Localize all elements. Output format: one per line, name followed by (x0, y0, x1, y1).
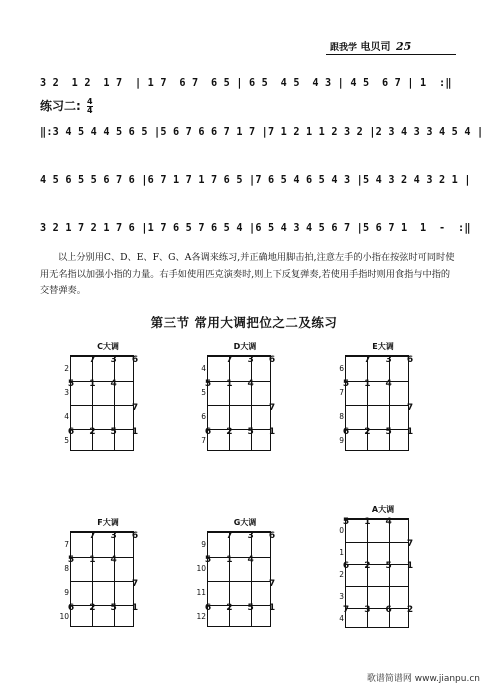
scale-note: 3 (385, 355, 392, 365)
scale-note: 5 (385, 427, 392, 437)
scale-note: 5 (247, 427, 254, 437)
fretboard-grid (196, 531, 276, 627)
fret-number: 4 (201, 364, 206, 373)
scale-note: 5 (385, 561, 392, 571)
fret-number: 5 (64, 436, 69, 445)
scale-note: 6 (131, 531, 139, 541)
scale-note: 7 (364, 355, 371, 365)
scale-note: 4 (385, 517, 392, 527)
fret-number: 9 (339, 436, 344, 445)
scale-note: 1 (89, 555, 96, 565)
scale-note: 3 (247, 531, 254, 541)
time-sig-numerator: 4 (87, 97, 93, 106)
notation-line-4: 3 2 1 7 2 1 7 6 |1 7 6 5 7 6 5 4 |6 5 4 3 4 5 6 7 |5 6 7 1 1 - :‖ (40, 223, 471, 234)
fret-line (346, 564, 408, 565)
fretboard-0 (58, 341, 158, 466)
fretboard-key-label: E大调 (372, 342, 394, 351)
scale-note: 1 (268, 427, 276, 437)
scale-note: 2 (364, 561, 371, 571)
exercise-title (40, 97, 93, 115)
scale-note: 6 (406, 355, 414, 365)
book-title: 电贝司 (360, 42, 391, 53)
exercise-title-text: 练习二: (40, 99, 81, 113)
scale-note: 6 (204, 603, 212, 613)
fret-number: 10 (196, 564, 206, 573)
scale-note: 5 (67, 555, 75, 565)
scale-note: 5 (110, 427, 117, 437)
fret-number: 6 (201, 412, 206, 421)
scale-note: 4 (385, 379, 392, 389)
scale-note: 5 (204, 555, 212, 565)
scale-note: 5 (342, 517, 350, 527)
fretboard-grid (339, 355, 414, 451)
fret-line (208, 581, 270, 582)
scale-note: 7 (89, 531, 96, 541)
scale-note: 6 (204, 427, 212, 437)
fret-line (346, 586, 408, 587)
scale-note: 1 (364, 379, 371, 389)
fret-number: 7 (64, 540, 69, 549)
fret-number: 4 (339, 614, 344, 623)
scale-note: 2 (89, 427, 96, 437)
fretboard-grid (64, 355, 139, 451)
scale-note: 7 (89, 355, 96, 365)
fret-number: 1 (339, 548, 344, 557)
scale-note: 1 (364, 517, 371, 527)
scale-note: 3 (364, 605, 371, 615)
fretboard-2 (333, 341, 433, 466)
notation-line-2: ‖:3 4 5 4 4 5 6 5 |5 6 7 6 6 7 1 7 |7 1 2 1 1 2 3 2 |2 3 4 3 3 4 5 4 | (40, 127, 484, 138)
scale-note: 6 (268, 355, 276, 365)
notation-line-3: 4 5 6 5 5 6 7 6 |6 7 1 7 1 7 6 5 |7 6 5 4 6 5 4 3 |5 4 3 2 4 3 2 1 | (40, 175, 471, 186)
scale-note: 5 (67, 379, 75, 389)
scale-note: 1 (226, 379, 233, 389)
fret-number: 9 (201, 540, 206, 549)
scale-note: 7 (226, 355, 233, 365)
fret-line (208, 429, 270, 430)
scale-note: 3 (247, 355, 254, 365)
fretboard-key-label: G大调 (233, 518, 257, 527)
scale-note: 7 (406, 539, 414, 549)
fret-number: 8 (64, 564, 69, 573)
scale-note: 7 (131, 579, 139, 589)
scale-note: 6 (268, 531, 276, 541)
scale-note: 3 (110, 531, 117, 541)
fret-line (71, 405, 133, 406)
fret-line (71, 381, 133, 382)
fret-line (346, 608, 408, 609)
fret-number: 2 (64, 364, 69, 373)
fret-line (346, 429, 408, 430)
scale-note: 2 (226, 427, 233, 437)
scale-note: 1 (131, 603, 139, 613)
scale-note: 2 (364, 427, 371, 437)
fretboard-grid (59, 531, 139, 627)
time-signature (87, 98, 93, 115)
scale-note: 4 (247, 379, 254, 389)
fret-number: 10 (59, 612, 69, 621)
scale-note: 5 (342, 379, 350, 389)
scale-note: 7 (131, 403, 139, 413)
scale-note: 4 (110, 379, 117, 389)
series-name: 跟我学 (330, 43, 358, 53)
fret-number: 5 (201, 388, 206, 397)
fret-line (71, 557, 133, 558)
scale-note: 4 (247, 555, 254, 565)
fret-number: 6 (339, 364, 344, 373)
time-sig-denominator: 4 (87, 106, 93, 115)
scale-note: 3 (110, 355, 117, 365)
section-title: 第三节 常用大调把位之二及练习 (150, 315, 338, 330)
scale-note: 6 (342, 427, 350, 437)
scale-note: 1 (268, 603, 276, 613)
fret-line (208, 605, 270, 606)
scale-note: 6 (67, 427, 75, 437)
fret-line (71, 429, 133, 430)
fret-line (208, 405, 270, 406)
scale-note: 7 (268, 403, 276, 413)
scale-note: 6 (131, 355, 139, 365)
scale-note: 2 (226, 603, 233, 613)
fret-line (346, 542, 408, 543)
scale-note: 6 (385, 605, 392, 615)
fretboard-3 (58, 517, 158, 642)
page-number: 25 (395, 40, 412, 53)
scale-note: 1 (226, 555, 233, 565)
fret-line (346, 405, 408, 406)
fret-number: 7 (201, 436, 206, 445)
fret-number: 8 (339, 412, 344, 421)
fret-line (71, 581, 133, 582)
fretboard-1 (195, 341, 295, 466)
fretboard-4 (195, 517, 295, 642)
instruction-paragraph: 以上分别用C、D、E、F、G、A各调来练习,并正确地用脚击拍,注意左手的小指在按弦时可同时使用无名指以加强小指的力量。右手如使用匹克演奏时,则上下反复弹奏,若使用手指时则用食指与中指的交替弹奏。 (40, 252, 455, 296)
fret-number: 3 (339, 592, 344, 601)
fretboard-grid (201, 355, 276, 451)
fret-line (346, 381, 408, 382)
header-rule (326, 54, 456, 55)
fret-number: 9 (64, 588, 69, 597)
scale-note: 7 (342, 605, 350, 615)
fret-number: 0 (339, 526, 344, 535)
fretboard-5 (333, 504, 433, 629)
fret-number: 4 (64, 412, 69, 421)
scale-note: 6 (342, 561, 350, 571)
fret-number: 12 (196, 612, 206, 621)
fretboard-grid (339, 517, 414, 628)
scale-note: 7 (226, 531, 233, 541)
fret-line (71, 605, 133, 606)
fret-line (208, 381, 270, 382)
fret-line (208, 557, 270, 558)
fret-number: 3 (64, 388, 69, 397)
fret-number: 7 (339, 388, 344, 397)
scale-note: 5 (110, 603, 117, 613)
page-header (330, 38, 455, 54)
fretboard-key-label: C大调 (97, 342, 119, 351)
scale-note: 1 (131, 427, 139, 437)
fretboard-key-label: F大调 (97, 518, 119, 527)
scale-note: 4 (110, 555, 117, 565)
scale-note: 7 (268, 579, 276, 589)
scale-note: 1 (89, 379, 96, 389)
watermark: 歌谱简谱网 www.jianpu.cn (366, 674, 480, 684)
fret-number: 11 (196, 588, 206, 597)
scale-note: 1 (406, 427, 414, 437)
scale-note: 2 (406, 605, 414, 615)
scale-note: 7 (406, 403, 414, 413)
fretboard-key-label: A大调 (371, 505, 395, 514)
scale-note: 5 (204, 379, 212, 389)
scale-note: 6 (67, 603, 75, 613)
scale-note: 2 (89, 603, 96, 613)
fretboard-key-label: D大调 (233, 342, 257, 351)
scale-note: 1 (406, 561, 414, 571)
notation-line-1: 3 2 1 2 1 7 | 1 7 6 7 6 5 | 6 5 4 5 4 3 | 4 5 6 7 | 1 :‖ (40, 78, 452, 89)
scale-note: 5 (247, 603, 254, 613)
fret-number: 2 (339, 570, 344, 579)
